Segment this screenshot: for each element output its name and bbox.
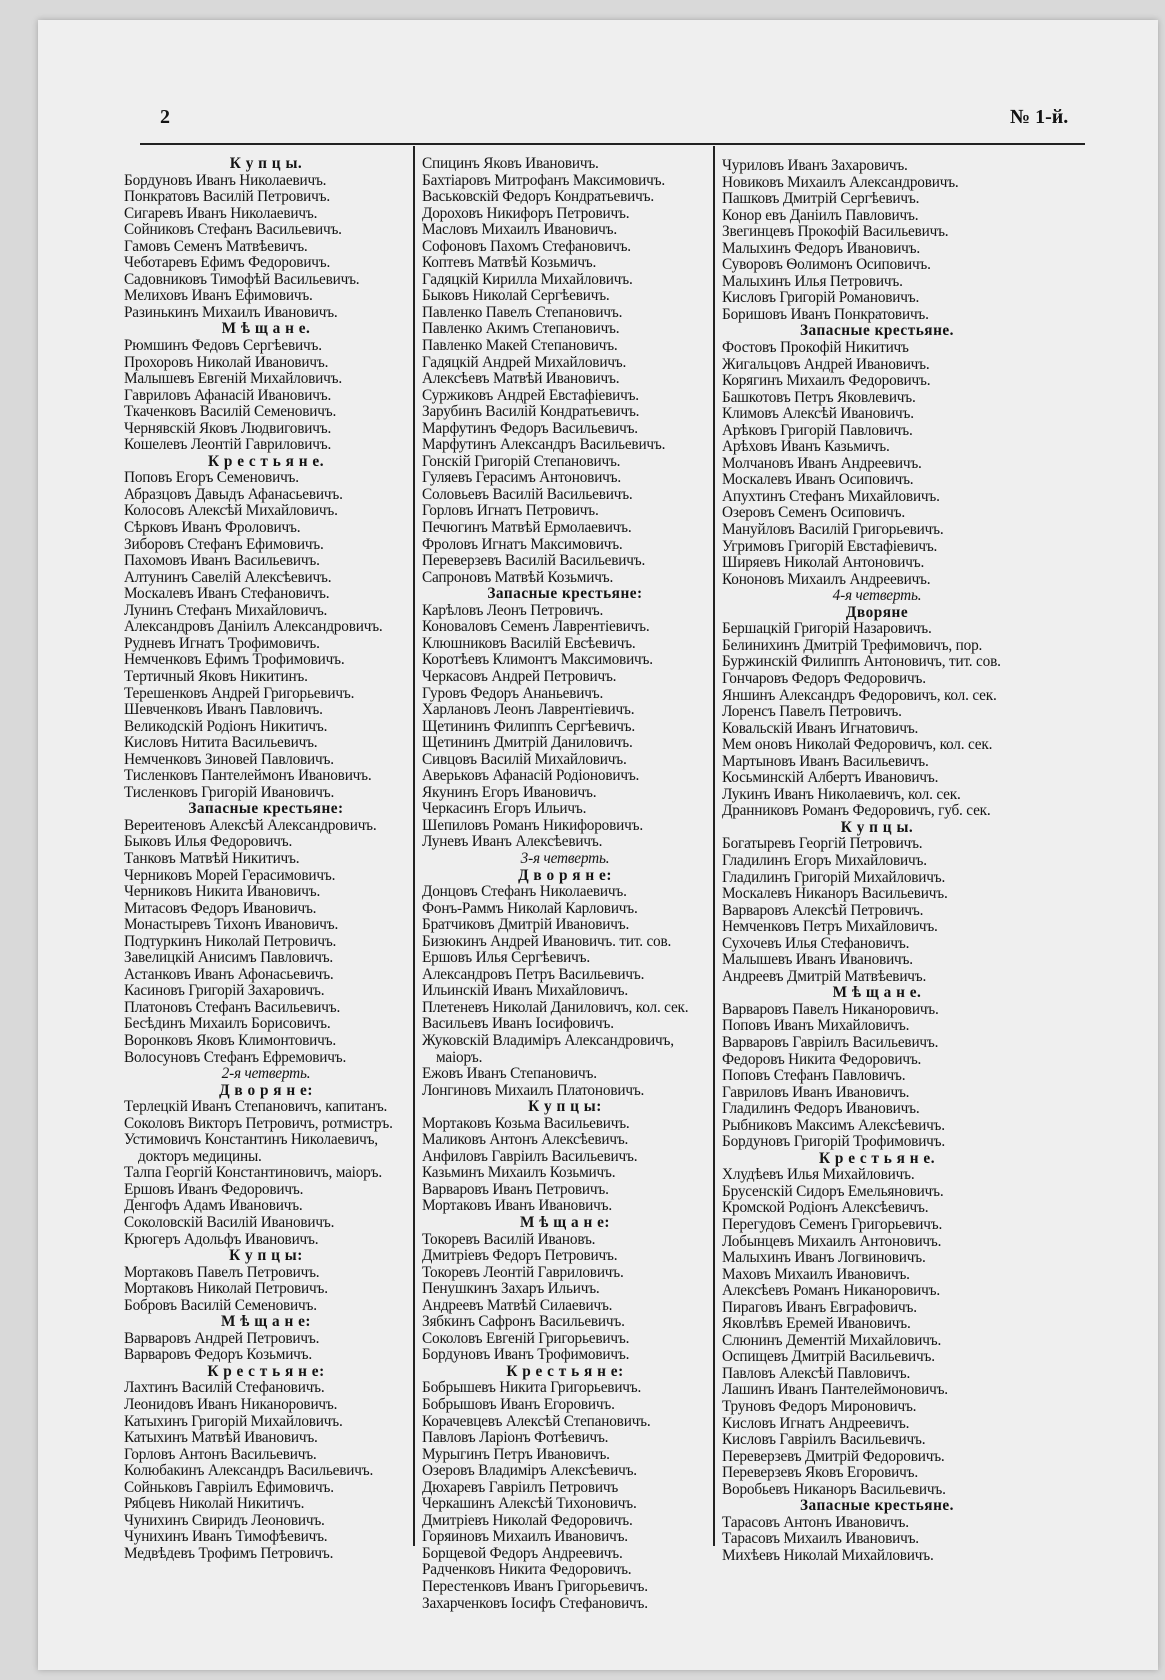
name-entry: Жигальцовъ Андрей Ивановичъ.	[722, 355, 930, 373]
name-entry: Фостовъ Прокофій Никитичъ	[722, 339, 909, 357]
name-entry: Андреевъ Дмитрій Матвѣевичъ.	[722, 967, 927, 985]
name-entry: Чуриловъ Иванъ Захаровичъ.	[722, 158, 908, 174]
name-entry: Чунихинъ Свиридъ Леоновичъ.	[124, 1511, 325, 1529]
name-entry: Рыбниковъ Максимъ Алексѣевичъ.	[722, 1116, 945, 1134]
name-entry: Лонгиновъ Михаилъ Платоновичъ.	[422, 1081, 645, 1099]
name-entry: Звегинцевъ Прокофій Васильевичъ.	[722, 223, 949, 241]
name-entry: Лахтинъ Василій Стефановичъ.	[124, 1379, 325, 1397]
section-heading: К р е с т ь я н е:	[506, 1362, 624, 1380]
name-entry: Гавриловъ Афанасій Ивановичъ.	[124, 386, 332, 404]
name-entry: Коптевъ Матвѣй Козьмичъ.	[422, 254, 597, 272]
name-entry: Крюгеръ Адольфъ Ивановичъ.	[124, 1230, 319, 1248]
name-entry: Дмитріевъ Николай Федоровичъ.	[422, 1511, 633, 1529]
name-entry: Тертичный Яковъ Никитинъ.	[124, 667, 308, 685]
quarter-subheading: 2-я четверть.	[221, 1065, 311, 1083]
name-entry: Зиборовъ Стефанъ Ефимовичъ.	[124, 535, 324, 553]
name-entry: Соловьевъ Василій Васильевичъ.	[422, 485, 633, 503]
name-entry: Аверьковъ Афанасій Родіоновичъ.	[422, 767, 640, 785]
name-entry: Александровъ Петръ Васильевичъ.	[422, 965, 645, 983]
name-entry: Катыхинъ Григорій Михайловичъ.	[124, 1412, 343, 1430]
name-entry: Гамовъ Семенъ Матвѣевичъ.	[124, 237, 308, 255]
name-entry: Черкашинъ Алексѣй Тихоновичъ.	[422, 1495, 637, 1513]
name-entry: Мелиховъ Иванъ Ефимовичъ.	[124, 287, 313, 305]
page-number: 2	[160, 106, 170, 128]
name-entry: Павловъ Алексѣй Павловичъ.	[722, 1364, 911, 1382]
section-heading: М ѣ щ а н е:	[221, 1313, 311, 1331]
name-entry: Алтунинъ Савелій Алексѣевичъ.	[124, 568, 332, 586]
section-heading: К р е с т ь я н е.	[207, 452, 325, 470]
name-entry: Боришовъ Иванъ Понкратовичъ.	[722, 305, 929, 323]
name-entry: Малыхинъ Иванъ Логвиновичъ.	[722, 1249, 926, 1267]
name-entry: Конор евъ Даніилъ Павловичъ.	[722, 206, 919, 224]
name-entry: Соколовскій Василій Ивановичъ.	[124, 1214, 335, 1231]
name-entry: Сивцовъ Василій Михайловичъ.	[422, 750, 627, 768]
name-entry: Щетининъ Дмитрій Даниловичъ.	[422, 734, 633, 752]
name-entry: Черкасовъ Андрей Петровичъ.	[422, 667, 617, 685]
name-entry: Москалевъ Иванъ Осиповичъ.	[722, 471, 914, 489]
section-heading: К у п ц ы.	[840, 818, 914, 836]
name-entry: Черниковъ Никита Ивановичъ.	[124, 883, 321, 901]
name-entry: Немченковъ Петръ Михайловичъ.	[722, 918, 938, 936]
name-entry: Труновъ Федоръ Мироновичъ.	[722, 1398, 917, 1416]
name-entry: Федоровъ Никита Федоровичъ.	[722, 1050, 922, 1068]
name-entry: Озеровъ Владиміръ Алексѣевичъ.	[422, 1462, 637, 1480]
name-entry: Фроловъ Игнатъ Максимовичъ.	[422, 535, 623, 553]
section-heading: М ѣ щ а н е:	[520, 1214, 610, 1231]
name-entry: Кромской Родіонъ Алексѣевичъ.	[722, 1199, 929, 1217]
name-entry: Ширяевъ Николай Антоновичъ.	[722, 554, 925, 572]
name-entry: Анфиловъ Гавріилъ Васильевичъ.	[422, 1147, 638, 1165]
name-entry: Быковъ Илья Федоровичъ.	[124, 833, 293, 851]
name-entry: Пираговъ Иванъ Евграфовичъ.	[722, 1298, 917, 1316]
name-entry: Монастыревъ Тихонъ Ивановичъ.	[124, 916, 339, 934]
name-entry: Спицинъ Яковъ Ивановичъ.	[422, 156, 599, 172]
name-entry: Токоревъ Василій Ивановъ.	[422, 1230, 596, 1248]
name-entry: Васьковскій Федоръ Кондратьевичъ.	[422, 188, 654, 206]
name-entry: Поповъ Иванъ Михайловичъ.	[722, 1017, 910, 1035]
section-heading: К у п ц ы:	[229, 1247, 303, 1265]
name-entry: Пашковъ Дмитрій Сергѣевичъ.	[722, 190, 920, 208]
name-entry: Сойниковъ Стефанъ Васильевичъ.	[124, 221, 342, 239]
name-entry: Подтуркинъ Николай Петровичъ.	[124, 932, 337, 950]
name-entry: Казьминъ Михаилъ Козьмичъ.	[422, 1164, 616, 1182]
name-entry: Софоновъ Пахомъ Стефановичъ.	[422, 237, 631, 255]
name-entry: Лоренсъ Павелъ Петровичъ.	[722, 703, 902, 721]
name-entry: Мортаковъ Иванъ Ивановичъ.	[422, 1197, 612, 1215]
name-entry: Пахомовъ Иванъ Васильевичъ.	[124, 552, 320, 570]
name-entry: Арѣховъ Иванъ Казьмичъ.	[722, 438, 890, 456]
name-entry: Дороховъ Никифоръ Петровичъ.	[422, 204, 630, 222]
name-entry: Катыхинъ Матвѣй Ивановичъ.	[124, 1429, 318, 1447]
name-entry: Бордуновъ Григорій Трофимовичъ.	[722, 1133, 946, 1151]
name-entry: Радченковъ Никита Федоровичъ.	[422, 1561, 632, 1579]
name-entry: Горловъ Антонъ Васильевичъ.	[124, 1445, 317, 1463]
name-entry: Зарубинъ Василій Кондратьевичъ.	[422, 403, 640, 421]
name-entry: Черкасинъ Егоръ Ильичъ.	[422, 800, 587, 818]
name-entry: Васильевъ Иванъ Іосифовичъ.	[422, 1015, 614, 1033]
name-entry: Слюнинъ Дементій Михайловичъ.	[722, 1331, 942, 1349]
name-entry: Переверзевъ Яковъ Егоровичъ.	[722, 1464, 918, 1482]
name-entry: Лукинъ Иванъ Николаевичъ, кол. сек.	[722, 785, 961, 803]
name-entry: Бершацкій Григорій Назаровичъ.	[722, 620, 932, 638]
name-entry: Бизюкинъ Андрей Ивановичъ. тит. сов.	[422, 932, 672, 950]
name-entry: Дмитріевъ Федоръ Петровичъ.	[422, 1247, 618, 1265]
section-heading: Запасные крестьяне.	[799, 322, 955, 340]
name-entry: Гладилинъ Григорій Михайловичъ.	[722, 868, 946, 886]
name-entry: Бахтіаровъ Митрофанъ Максимовичъ.	[422, 171, 665, 189]
name-entry: Перестенковъ Иванъ Григорьевичъ.	[422, 1578, 648, 1596]
name-entry: Устимовичъ Константинъ Николаевичъ, докторъ медицины.	[124, 1131, 378, 1165]
name-entry: Мем оновъ Николай Федоровичъ, кол. сек.	[722, 736, 993, 754]
section-heading: К у п ц ы:	[528, 1098, 602, 1116]
name-entry: Соколовъ Евгеній Григорьевичъ.	[422, 1329, 630, 1347]
name-entry: Дранниковъ Романъ Федоровичъ, губ. сек.	[722, 802, 991, 820]
name-entry: Павловъ Ларіонъ Фотѣевичъ.	[422, 1429, 609, 1447]
name-entry: Колосовъ Алексѣй Михайловичъ.	[124, 502, 338, 520]
name-entry: Алексѣевъ Романъ Никаноровичъ.	[722, 1282, 940, 1300]
name-entry: Якунинъ Егоръ Ивановичъ.	[422, 783, 597, 801]
name-entry: Апухтинъ Стефанъ Михайловичъ.	[722, 487, 940, 505]
issue-number: № 1-й.	[1010, 106, 1069, 128]
section-heading: К р е с т ь я н е:	[207, 1362, 325, 1380]
name-entry: Митасовъ Федоръ Ивановичъ.	[124, 899, 317, 917]
name-entry: Понкратовъ Василій Петровичъ.	[124, 188, 330, 206]
name-entry: Гуровъ Федоръ Ананьевичъ.	[422, 684, 604, 702]
name-entry: Касиновъ Григорій Захаровичъ.	[124, 982, 325, 1000]
name-entry: Токоревъ Леонтій Гавриловичъ.	[422, 1263, 624, 1281]
name-entry: Гавриловъ Иванъ Ивановичъ.	[722, 1083, 910, 1101]
name-entry: Кисловъ Григорій Романовичъ.	[722, 289, 920, 307]
name-entry: Печюгинъ Матвѣй Ермолаевичъ.	[422, 519, 632, 537]
name-entry: Варваровъ Иванъ Петровичъ.	[422, 1180, 609, 1198]
name-entry: Волосуновъ Стефанъ Ефремовичъ.	[124, 1048, 347, 1066]
name-entry: Братчиковъ Дмитрій Ивановичъ.	[422, 916, 630, 934]
name-entry: Кошелевъ Леонтій Гавриловичъ.	[124, 436, 332, 454]
name-entry: Гадяцкій Кирилла Михайловичъ.	[422, 270, 633, 288]
quarter-subheading: 4-я четверть.	[832, 587, 922, 605]
name-entry: Гончаровъ Федоръ Федоровичъ.	[722, 669, 926, 687]
name-entry: Бобрышовъ Иванъ Егоровичъ.	[422, 1396, 615, 1414]
name-entry: Пенушкинъ Захаръ Ильичъ.	[422, 1280, 600, 1298]
section-heading: Д в о р я н е:	[518, 866, 612, 884]
name-entry: Великодскій Родіонъ Никитичъ.	[124, 717, 328, 735]
name-entry: Сойньковъ Гавріилъ Ефимовичъ.	[124, 1478, 334, 1496]
name-entry: Чунихинъ Иванъ Тимофѣевичъ.	[124, 1528, 328, 1546]
name-entry: Танковъ Матвѣй Никитичъ.	[124, 849, 300, 867]
name-entry: Климовъ Алексѣй Ивановичъ.	[722, 405, 914, 423]
name-entry: Тисленковъ Григорій Ивановичъ.	[124, 783, 335, 801]
name-entry: Перегудовъ Семенъ Григорьевичъ.	[722, 1216, 943, 1233]
name-entry: Верeитеновъ Алексѣй Александровичъ.	[124, 816, 377, 834]
name-entry: Харлановъ Леонъ Лаврентіевичъ.	[422, 701, 635, 719]
name-entry: Чеботаревъ Ефимъ Федоровичъ.	[124, 254, 331, 272]
name-entry: Гонскій Григорій Степановичъ.	[422, 452, 621, 470]
name-entry: Горяиновъ Михаилъ Ивановичъ.	[422, 1528, 628, 1546]
name-entry: Поповъ Стефанъ Павловичъ.	[722, 1067, 906, 1085]
name-entry: Терлецкій Иванъ Степановичъ, капитанъ.	[124, 1098, 388, 1116]
section-heading: К р е с т ь я н е.	[818, 1149, 936, 1167]
name-entry: Ковальскій Иванъ Игнатовичъ.	[722, 719, 919, 737]
name-entry: Луневъ Иванъ Алексѣевичъ.	[422, 833, 603, 851]
name-entry: Угримовъ Григорій Евстафіевичъ.	[722, 537, 938, 555]
name-entry: Дюхаревъ Гавріилъ Петровичъ	[422, 1478, 619, 1496]
name-entry: Бесѣдинъ Михаилъ Борисовичъ.	[124, 1015, 331, 1033]
name-entry: Ткаченковъ Василій Семеновичъ.	[124, 403, 337, 421]
name-entry: Тарасовъ Антонъ Ивановичъ.	[722, 1513, 909, 1531]
name-entry: Кононовъ Михаилъ Андреевичъ.	[722, 570, 931, 588]
section-heading: Запасные крестьяне:	[487, 585, 643, 603]
name-entry: Богатыревъ Георгій Петровичъ.	[722, 835, 923, 853]
name-entry: Лобынцевъ Михаилъ Антоновичъ.	[722, 1232, 942, 1250]
name-entry: Гадяцкій Андрей Михайловичъ.	[422, 353, 627, 371]
name-entry: Захарченковъ Іосифъ Стефановичъ.	[422, 1594, 648, 1612]
name-entry: Зябкинъ Сафронъ Васильевичъ.	[422, 1313, 625, 1331]
column-divider	[713, 146, 715, 1546]
column-divider	[413, 146, 415, 1546]
name-entry: Алексѣевъ Матвѣй Ивановичъ.	[422, 370, 620, 388]
name-entry: Щетининъ Филиппъ Сергѣевичъ.	[422, 717, 636, 735]
name-entry: Мортаковъ Павелъ Петровичъ.	[124, 1263, 320, 1281]
section-heading: К у п ц ы.	[229, 156, 303, 172]
name-entry: Арѣковъ Григорій Павловичъ.	[722, 421, 913, 439]
name-entry: Колюбакинъ Александръ Васильевичъ.	[124, 1462, 374, 1480]
name-entry: Жуковскій Владиміръ Александровичъ, маіоръ.	[422, 1031, 674, 1066]
name-entry: Малышевъ Иванъ Ивановичъ.	[722, 951, 913, 969]
name-entry: Маховъ Михаилъ Ивановичъ.	[722, 1265, 910, 1283]
name-entry: Клюшниковъ Василій Евсѣевичъ.	[422, 634, 636, 652]
name-entry: Быковъ Николай Сергѣевичъ.	[422, 287, 610, 305]
name-entry: Корачевцевъ Алексѣй Степановичъ.	[422, 1412, 651, 1430]
name-entry: Мануйловъ Василій Григорьевичъ.	[722, 521, 944, 539]
name-entry: Брусенскій Сидоръ Емельяновичъ.	[722, 1182, 944, 1200]
name-entry: Ежовъ Иванъ Степановичъ.	[422, 1065, 597, 1083]
section-heading: М ѣ щ а н е.	[832, 984, 922, 1002]
name-entry: Москалевъ Иванъ Стефановичъ.	[124, 585, 330, 603]
name-entry: Белинихинъ Дмитрій Трефимовичъ, пор.	[722, 636, 983, 654]
name-entry: Башкотовъ Петръ Яковлевичъ.	[722, 388, 916, 406]
name-entry: Суворовъ Ѳолимонъ Осиповичъ.	[722, 256, 931, 274]
name-entry: Кисловъ Нитита Васильевичъ.	[124, 734, 318, 752]
name-entry: Гладилинъ Егоръ Михайловичъ.	[722, 851, 927, 869]
name-entry: Рябцевъ Николай Никитичъ.	[124, 1495, 305, 1513]
name-entry: Бордуновъ Иванъ Трофимовичъ.	[422, 1346, 630, 1364]
name-entry: Михѣевъ Николай Михайловичъ.	[722, 1546, 934, 1564]
name-entry: Малыхинъ Илья Петровичъ.	[722, 272, 903, 290]
name-entry: Талпа Георгій Константиновичъ, маіоръ.	[124, 1164, 382, 1182]
name-entry: Малышевъ Евгеній Михайловичъ.	[124, 370, 342, 388]
name-entry: Александровъ Даніилъ Александровичъ.	[124, 618, 383, 636]
name-entry: Москалевъ Никаноръ Васильевичъ.	[722, 885, 948, 903]
name-entry: Мортаковъ Николай Петровичъ.	[124, 1280, 328, 1298]
name-entry: Астанковъ Иванъ Афонасьевичъ.	[124, 965, 334, 983]
name-entry: Бобровъ Василій Семеновичъ.	[124, 1296, 317, 1314]
name-entry: Лашинъ Иванъ Пантелеймоновичъ.	[722, 1381, 948, 1399]
name-entry: Денгофъ Адамъ Ивановичъ.	[124, 1197, 303, 1215]
name-entry: Тарасовъ Михаилъ Ивановичъ.	[722, 1530, 919, 1548]
name-entry: Кисловъ Гавріилъ Васильевичъ.	[722, 1431, 926, 1449]
name-entry: Павленко Акимъ Степановичъ.	[422, 320, 620, 338]
name-entry: Озеровъ Семенъ Осиповичъ.	[722, 504, 906, 522]
name-entry: Мурыгинъ Петръ Ивановичъ.	[422, 1445, 610, 1463]
name-entry: Бордуновъ Иванъ Николаевичъ.	[124, 171, 327, 189]
name-entry: Мортаковъ Козьма Васильевичъ.	[422, 1114, 630, 1132]
name-entry: Сѣрковъ Иванъ Фроловичъ.	[124, 519, 301, 537]
section-heading: Запасные крестьяне:	[188, 800, 344, 818]
name-entry: Ершовъ Илья Сергѣевичъ.	[422, 949, 590, 967]
name-entry: Чернявскій Яковъ Людвиговичъ.	[124, 419, 332, 437]
name-entry: Павленко Павелъ Степановичъ.	[422, 303, 623, 321]
name-entry: Варваровъ Павелъ Никаноровичъ.	[722, 1000, 939, 1018]
name-entry: Шепиловъ Романъ Никифоровичъ.	[422, 816, 643, 834]
name-entry: Сапроновъ Матвѣй Козьмичъ.	[422, 568, 614, 586]
name-entry: Бобрышевъ Никита Григорьевичъ.	[422, 1379, 642, 1397]
name-entry: Варваровъ Федоръ Козьмичъ.	[124, 1346, 313, 1364]
section-heading: Запасные крестьяне.	[799, 1497, 955, 1515]
name-entry: Горловъ Игнатъ Петровичъ.	[422, 502, 599, 520]
section-heading: М ѣ щ а н е.	[221, 320, 311, 338]
name-entry: Донцовъ Стефанъ Николаевичъ.	[422, 883, 627, 901]
quarter-subheading: 3-я четверть.	[520, 849, 610, 867]
name-entry: Варваровъ Алексѣй Петровичъ.	[722, 901, 924, 919]
name-entry: Завелицкій Анисимъ Павловичъ.	[124, 949, 334, 967]
name-entry: Гладилинъ Федоръ Ивановичъ.	[722, 1100, 920, 1118]
name-entry: Суржиковъ Андрей Евстафіевичъ.	[422, 386, 639, 404]
name-entry: Павленко Макей Степановичъ.	[422, 337, 618, 355]
column-1	[124, 156, 408, 1562]
name-entry: Мартыновъ Иванъ Васильевичъ.	[722, 752, 929, 770]
name-entry: Поповъ Егоръ Семеновичъ.	[124, 469, 299, 487]
name-entry: Ершовъ Иванъ Федоровичъ.	[124, 1180, 304, 1198]
name-entry: Немченковъ Ефимъ Трофимовичъ.	[124, 651, 345, 669]
name-entry: Варваровъ Гавріилъ Васильевичъ.	[722, 1033, 939, 1051]
name-entry: Рюмшинъ Федовъ Сергѣевичъ.	[124, 337, 322, 355]
name-entry: Лунинъ Стефанъ Михайловичъ.	[124, 601, 328, 619]
name-entry: Воробьевъ Никаноръ Васильевичъ.	[722, 1480, 946, 1498]
name-entry: Андреевъ Матвѣй Силаевичъ.	[422, 1296, 613, 1314]
name-entry: Косьминскій Албертъ Ивановичъ.	[722, 769, 939, 787]
name-entry: Шевченковъ Иванъ Павловичъ.	[124, 701, 323, 719]
name-entry: Соколовъ Викторъ Петровичъ, ротмистръ.	[124, 1114, 393, 1132]
name-entry: Леонидовъ Иванъ Никаноровичъ.	[124, 1396, 338, 1414]
name-entry: Буржинскій Филиппъ Антоновичъ, тит. сов.	[722, 653, 1001, 671]
name-entry: Борщевой Федоръ Андреевичъ.	[422, 1544, 623, 1562]
name-entry: Кисловъ Игнатъ Андреевичъ.	[722, 1414, 910, 1432]
name-entry: Новиковъ Михаилъ Александровичъ.	[722, 173, 959, 191]
name-entry: Хлудѣевъ Илья Михайловичъ.	[722, 1166, 915, 1184]
name-entry: Масловъ Михаилъ Ивановичъ.	[422, 221, 617, 239]
name-entry: Разинькинъ Михаилъ Ивановичъ.	[124, 303, 338, 321]
name-entry: Черниковъ Морей Герасимовичъ.	[124, 866, 336, 884]
name-entry: Ильинскій Иванъ Михайловичъ.	[422, 982, 629, 1000]
name-entry: Садовниковъ Тимофѣй Васильевичъ.	[124, 270, 360, 288]
name-entry: Коротѣевъ Климонтъ Максимовичъ.	[422, 651, 653, 669]
name-entry: Малыхинъ Федоръ Ивановичъ.	[722, 239, 921, 257]
name-entry: Корягинъ Михаилъ Федоровичъ.	[722, 372, 931, 390]
name-entry: Переверзевъ Василій Васильевичъ.	[422, 552, 646, 570]
name-entry: Яковлѣвъ Еремей Ивановичъ.	[722, 1315, 911, 1333]
name-entry: Марфутинъ Федоръ Васильевичъ.	[422, 419, 638, 437]
name-entry: Плетеневъ Николай Даниловичъ, кол. сек.	[422, 998, 689, 1016]
column-2	[422, 156, 708, 1612]
name-entry: Гуляевъ Герасимъ Антоновичъ.	[422, 469, 622, 487]
name-entry: Прохоровъ Николай Ивановичъ.	[124, 353, 329, 371]
name-entry: Марфутинъ Александръ Васильевичъ.	[422, 436, 666, 454]
name-entry: Немченковъ Зиновей Павловичъ.	[124, 750, 334, 768]
name-entry: Абразцовъ Давыдъ Афанасьевичъ.	[124, 485, 343, 503]
name-entry: Медвѣдевъ Трофимъ Петровичъ.	[124, 1544, 334, 1562]
name-entry: Карѣловъ Леонъ Петровичъ.	[422, 601, 604, 619]
name-entry: Сигаревъ Иванъ Николаевичъ.	[124, 204, 318, 222]
name-entry: Терешенковъ Андрей Григорьевичъ.	[124, 684, 355, 702]
section-heading: Дворяне	[845, 603, 909, 621]
name-entry: Воронковъ Яковъ Климонтовичъ.	[124, 1031, 337, 1049]
name-entry: Фонъ-Раммъ Николай Карловичъ.	[422, 899, 638, 917]
name-entry: Молчановъ Иванъ Андреевичъ.	[722, 454, 922, 472]
name-entry: Платоновъ Стефанъ Васильевичъ.	[124, 998, 341, 1016]
name-entry: Коноваловъ Семенъ Лаврентіевичъ.	[422, 618, 650, 636]
name-entry: Маликовъ Антонъ Алексѣевичъ.	[422, 1131, 629, 1149]
name-entry: Тисленковъ Пантелеймонъ Ивановичъ.	[124, 767, 372, 785]
name-entry: Яншинъ Александръ Федоровичъ, кол. сек.	[722, 686, 997, 704]
name-entry: Сухочевъ Илья Стефановичъ.	[722, 934, 910, 952]
name-entry: Оспищевъ Дмитрій Васильевичъ.	[722, 1348, 935, 1366]
header-rule	[140, 143, 1085, 145]
section-heading: Д в о р я н е:	[219, 1081, 313, 1099]
name-entry: Рудневъ Игнатъ Трофимовичъ.	[124, 634, 320, 652]
name-entry: Переверзевъ Дмитрій Федоровичъ.	[722, 1447, 945, 1465]
name-entry: Варваровъ Андрей Петровичъ.	[124, 1329, 320, 1347]
column-3	[722, 158, 1032, 1564]
